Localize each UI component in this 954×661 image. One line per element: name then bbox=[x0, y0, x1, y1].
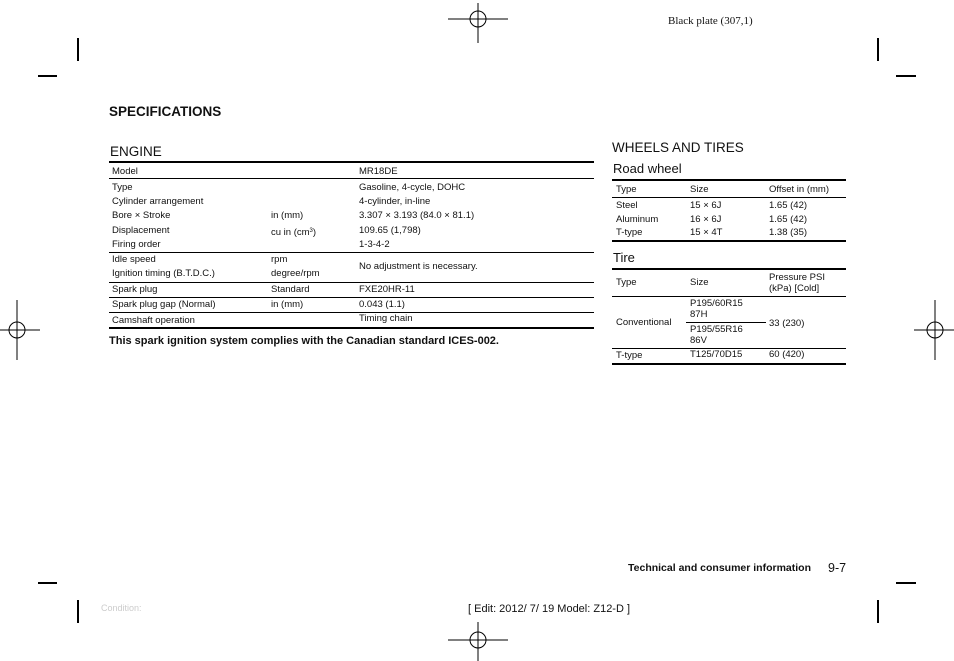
road-wheel-header: Size bbox=[690, 184, 709, 195]
road-wheel-cell: Steel bbox=[616, 200, 638, 211]
engine-merged-value: No adjustment is necessary. bbox=[359, 261, 478, 272]
road-wheel-cell: 1.65 (42) bbox=[769, 214, 808, 225]
road-wheel-cell: 1.65 (42) bbox=[769, 200, 808, 211]
registration-mark-right bbox=[914, 300, 954, 360]
registration-mark-bottom bbox=[448, 622, 508, 661]
engine-row-label: Firing order bbox=[112, 239, 161, 250]
engine-row-label: Ignition timing (B.T.D.C.) bbox=[112, 268, 215, 279]
road-wheel-cell: 15 × 4T bbox=[690, 227, 723, 238]
engine-row-value: MR18DE bbox=[359, 166, 398, 177]
engine-row-value: 109.65 (1,798) bbox=[359, 225, 421, 236]
engine-row-label: Idle speed bbox=[112, 254, 156, 265]
section-title: SPECIFICATIONS bbox=[109, 104, 222, 119]
tire-header: Pressure PSI bbox=[769, 272, 825, 283]
road-wheel-cell: 1.38 (35) bbox=[769, 227, 808, 238]
engine-row-label: Bore × Stroke bbox=[112, 210, 171, 221]
tire-size: 87H bbox=[690, 309, 708, 320]
tire-size: T125/70D15 bbox=[690, 349, 743, 360]
tire-header: (kPa) [Cold] bbox=[769, 283, 820, 294]
engine-row-unit: degree/rpm bbox=[271, 268, 320, 279]
engine-row-value: Gasoline, 4-cycle, DOHC bbox=[359, 182, 466, 193]
tire-size: P195/55R16 bbox=[690, 324, 743, 335]
engine-row-value: 0.043 (1.1) bbox=[359, 299, 405, 310]
plate-label: Black plate (307,1) bbox=[668, 15, 753, 27]
condition-label: Condition: bbox=[101, 603, 142, 613]
engine-row-unit: rpm bbox=[271, 254, 288, 265]
engine-row-unit: cu in $(cm^3)$ bbox=[271, 227, 317, 238]
engine-row-label: Cylinder arrangement bbox=[112, 196, 204, 207]
page-number: 9-7 bbox=[828, 561, 847, 575]
tire-header: Type bbox=[616, 277, 637, 288]
tire-heading: Tire bbox=[613, 250, 635, 265]
registration-mark-left bbox=[0, 300, 40, 360]
tire-pressure: 60 (420) bbox=[769, 349, 805, 360]
engine-row-label: Displacement bbox=[112, 225, 170, 236]
road-wheel-cell: 16 × 6J bbox=[690, 214, 722, 225]
tire-size: P195/60R15 bbox=[690, 298, 743, 309]
wheels-tires-heading: WHEELS AND TIRES bbox=[612, 140, 744, 155]
engine-row-label: Type bbox=[112, 182, 133, 193]
road-wheel-heading: Road wheel bbox=[613, 161, 682, 176]
footer-section-title: Technical and consumer information bbox=[628, 562, 812, 574]
edit-info: [ Edit: 2012/ 7/ 19 Model: Z12-D ] bbox=[468, 603, 631, 615]
engine-row-value: Timing chain bbox=[359, 313, 413, 324]
engine-row-value: 3.307 × 3.193 (84.0 × 81.1) bbox=[359, 210, 475, 221]
tire-pressure: 33 (230) bbox=[769, 318, 805, 329]
road-wheel-cell: Aluminum bbox=[616, 214, 659, 225]
engine-row-label: Spark plug gap (Normal) bbox=[112, 299, 216, 310]
engine-row-label: Camshaft operation bbox=[112, 315, 195, 326]
engine-heading: ENGINE bbox=[110, 144, 162, 159]
compliance-note: This spark ignition system complies with the Canadian standard ICES-002. bbox=[109, 335, 499, 347]
engine-row-unit: in (mm) bbox=[271, 210, 304, 221]
tire-size: 86V bbox=[690, 335, 707, 346]
road-wheel-cell: T-type bbox=[616, 227, 643, 238]
road-wheel-cell: 15 × 6J bbox=[690, 200, 722, 211]
road-wheel-header: Offset in (mm) bbox=[769, 184, 829, 195]
engine-row-unit: in (mm) bbox=[271, 299, 304, 310]
engine-row-value: 1-3-4-2 bbox=[359, 239, 390, 250]
tire-type-label: Conventional bbox=[616, 317, 672, 328]
engine-row-value: 4-cylinder, in-line bbox=[359, 196, 431, 207]
engine-row-value: FXE20HR-11 bbox=[359, 284, 415, 295]
engine-row-unit: Standard bbox=[271, 284, 310, 295]
engine-row-label: Model bbox=[112, 166, 138, 177]
registration-mark-top bbox=[448, 3, 508, 43]
engine-row-label: Spark plug bbox=[112, 284, 158, 295]
road-wheel-header: Type bbox=[616, 184, 637, 195]
tire-type-label: T-type bbox=[616, 350, 643, 361]
tire-header: Size bbox=[690, 277, 709, 288]
